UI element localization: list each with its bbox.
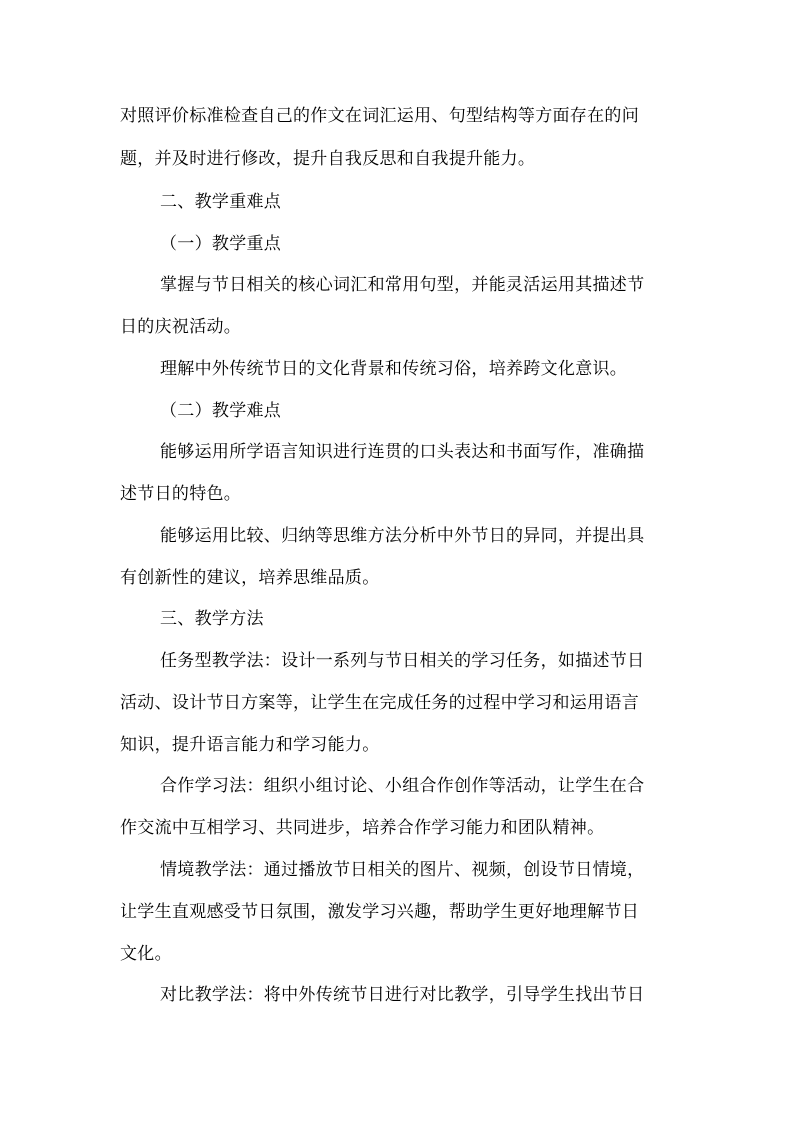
text-line: 对比教学法：将中外传统节日进行对比教学，引导学生找出节日 [160,985,645,1005]
text-line: 理解中外传统节日的文化背景和传统习俗，培养跨文化意识。 [160,359,628,379]
text-line: 文化。 [120,944,172,964]
text-line: 日的庆祝活动。 [120,317,242,337]
text-line: 题，并及时进行修改，提升自我反思和自我提升能力。 [120,149,536,169]
text-line: 任务型教学法：设计一系列与节日相关的学习任务，如描述节日 [160,651,645,671]
text-line: 作交流中互相学习、共同进步，培养合作学习能力和团队精神。 [120,818,605,838]
text-line: 情境教学法：通过播放节日相关的图片、视频，创设节日情境， [160,860,645,880]
section-heading: 二、教学重难点 [160,192,282,212]
text-line: 对照评价标准检查自己的作文在词汇运用、句型结构等方面存在的问 [120,106,639,126]
text-line: 知识，提升语言能力和学习能力。 [120,735,380,755]
section-heading: 三、教学方法 [160,609,264,629]
text-line: 活动、设计节日方案等，让学生在完成任务的过程中学习和运用语言 [120,693,639,713]
text-line: 能够运用所学语言知识进行连贯的口头表达和书面写作，准确描 [160,442,645,462]
text-line: 能够运用比较、归纳等思维方法分析中外节日的异同，并提出具 [160,526,645,546]
text-line: 有创新性的建议，培养思维品质。 [120,568,380,588]
text-line: 让学生直观感受节日氛围，激发学习兴趣，帮助学生更好地理解节日 [120,902,639,922]
text-line: 述节日的特色。 [120,484,242,504]
text-line: 掌握与节日相关的核心词汇和常用句型，并能灵活运用其描述节 [160,275,645,295]
subsection-heading: （二）教学难点 [160,401,282,421]
subsection-heading: （一）教学重点 [160,234,282,254]
text-line: 合作学习法：组织小组讨论、小组合作创作等活动，让学生在合 [160,776,645,796]
